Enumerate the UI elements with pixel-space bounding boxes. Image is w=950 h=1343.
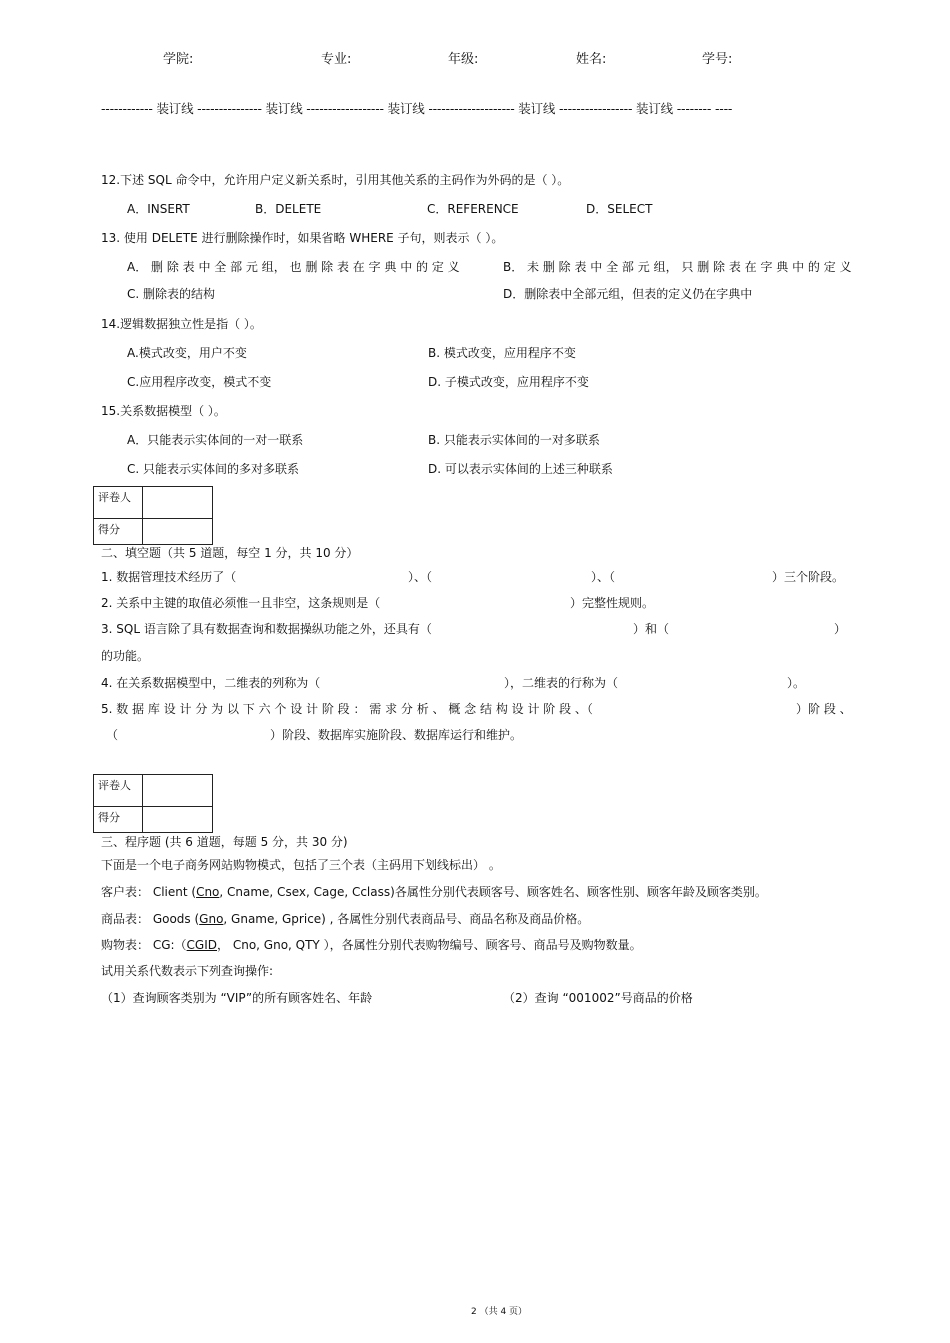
fill1-part-d: ）三个阶段。 [772, 570, 845, 584]
fill2-part-b: ）完整性规则。 [570, 596, 655, 610]
q12-option-b: B．DELETE [255, 202, 322, 216]
cg-key: CGID [186, 938, 218, 952]
fill5-continued-a: （ [106, 728, 119, 742]
fill5-part-a: 5. 数 据 库 设 计 分 为 以 下 六 个 设 计 阶 段 ： 需 求 分 析 、 概 念 结 构 设 计 阶 段 、（ [101, 702, 593, 716]
fill1-part-c: ）、（ [591, 570, 616, 584]
section3-task: 试用关系代数表示下列查询操作: [101, 964, 274, 978]
score-box-section2 [93, 486, 213, 545]
section3-title: 三、程序题 (共 6 道题，每题 5 分，共 30 分) [101, 835, 348, 849]
grade-label: 年级: [448, 52, 479, 67]
cg-table-def [101, 937, 642, 953]
q12-stem: 12.下述 SQL 命令中，允许用户定义新关系时，引用其他关系的主码作为外码的是（ ）。 [101, 173, 570, 187]
q13-stem: 13. 使用 DELETE 进行删除操作时，如果省略 WHERE 子句，则表示（ ）。 [101, 231, 504, 245]
page-footer: 2 （共 4 页） [471, 1307, 528, 1317]
q15-option-a: A．只能表示实体间的一对一联系 [127, 433, 304, 447]
fill3-part-a: 3. SQL 语言除了具有数据查询和数据操纵功能之外，还具有（ [101, 622, 432, 636]
grader-label: 评卷人 [94, 487, 143, 519]
goods-attrs: , Gname, Gprice) , 各属性分别代表商品号、商品名称及商品价格。 [223, 912, 590, 926]
q15-stem: 15.关系数据模型（ ）。 [101, 404, 226, 418]
q13-option-d: D．删除表中全部元组，但表的定义仍在字典中 [503, 287, 753, 301]
cg-attrs: ， Cno, Gno, QTY ），各属性分别代表购物编号、顾客号、商品号及购物数量。 [217, 938, 642, 952]
score-box-section3 [93, 774, 213, 833]
q15-option-d: D. 可以表示实体间的上述三种联系 [428, 462, 613, 476]
client-prefix: 客户表： Client ( [101, 885, 197, 899]
q12-option-c: C．REFERENCE [427, 202, 519, 216]
q12-option-d: D．SELECT [586, 202, 653, 216]
fill1-part-a: 1. 数据管理技术经历了（ [101, 570, 237, 584]
fill3-part-b: ）和（ [633, 622, 670, 636]
q14-option-c: C.应用程序改变，模式不变 [127, 375, 272, 389]
goods-table-def [101, 911, 589, 927]
score-cell [143, 519, 213, 545]
score-label: 得分 [94, 519, 143, 545]
q14-option-a: A.模式改变，用户不变 [127, 346, 247, 360]
binding-line: ------------ 装订线 --------------- 装订线 ------------------ 装订线 -------------------- 装订线 ----------------- 装订线 -------- ---- [101, 101, 733, 116]
q13-option-b: B． 未 删 除 表 中 全 部 元 组， 只 删 除 表 在 字 典 中 的 定 义 [503, 260, 852, 274]
section2-title: 二、填空题（共 5 道题，每空 1 分，共 10 分） [101, 546, 359, 560]
major-label: 专业: [321, 52, 352, 67]
fill2-part-a: 2. 关系中主键的取值必须惟一且非空，这条规则是（ [101, 596, 381, 610]
q14-option-d: D. 子模式改变，应用程序不变 [428, 375, 589, 389]
fill1-part-b: ）、（ [408, 570, 433, 584]
q14-stem: 14.逻辑数据独立性是指（ ）。 [101, 317, 262, 331]
client-table-def [101, 884, 767, 900]
score-label: 得分 [94, 807, 143, 833]
grader-cell [143, 775, 213, 807]
goods-key: Gno [199, 912, 224, 926]
q13-option-a: A． 删 除 表 中 全 部 元 组， 也 删 除 表 在 字 典 中 的 定 义 [127, 260, 460, 274]
fill3-continued: 的功能。 [101, 649, 150, 663]
student-id-label: 学号: [702, 52, 733, 67]
fill4-part-b: ），二维表的行称为（ [504, 676, 619, 690]
fill3-part-c: ） [834, 622, 847, 636]
goods-prefix: 商品表： Goods ( [101, 912, 200, 926]
q14-option-b: B. 模式改变，应用程序不变 [428, 346, 576, 360]
grader-cell [143, 487, 213, 519]
q15-option-b: B. 只能表示实体间的一对多联系 [428, 433, 600, 447]
fill4-part-c: ）。 [787, 676, 806, 690]
q15-option-c: C. 只能表示实体间的多对多联系 [127, 462, 300, 476]
section3-intro: 下面是一个电子商务网站购物模式，包括了三个表（主码用下划线标出） 。 [101, 858, 501, 872]
name-label: 姓名: [576, 52, 607, 67]
q13-option-c: C. 删除表的结构 [127, 287, 216, 301]
subquestion-2: （2）查询 “001002”号商品的价格 [503, 991, 693, 1005]
client-key: Cno [196, 885, 220, 899]
client-desc: 各属性分别代表顾客号、顾客姓名、顾客性别、顾客年龄及顾客类别。 [394, 885, 767, 899]
score-cell [143, 807, 213, 833]
cg-prefix: 购物表： CG:（ [101, 938, 187, 952]
grader-label: 评卷人 [94, 775, 143, 807]
fill5-continued-b: ）阶段、数据库实施阶段、数据库运行和维护。 [270, 728, 523, 742]
subquestion-1: （1）查询顾客类别为 “VIP”的所有顾客姓名、年龄 [101, 991, 373, 1005]
q12-option-a: A．INSERT [127, 202, 190, 216]
college-label: 学院: [163, 52, 194, 67]
fill4-part-a: 4. 在关系数据模型中，二维表的列称为（ [101, 676, 321, 690]
fill5-part-b: ）阶 段 、 [796, 702, 852, 716]
client-attrs: , Cname, Csex, Cage, Cclass) [219, 885, 395, 899]
